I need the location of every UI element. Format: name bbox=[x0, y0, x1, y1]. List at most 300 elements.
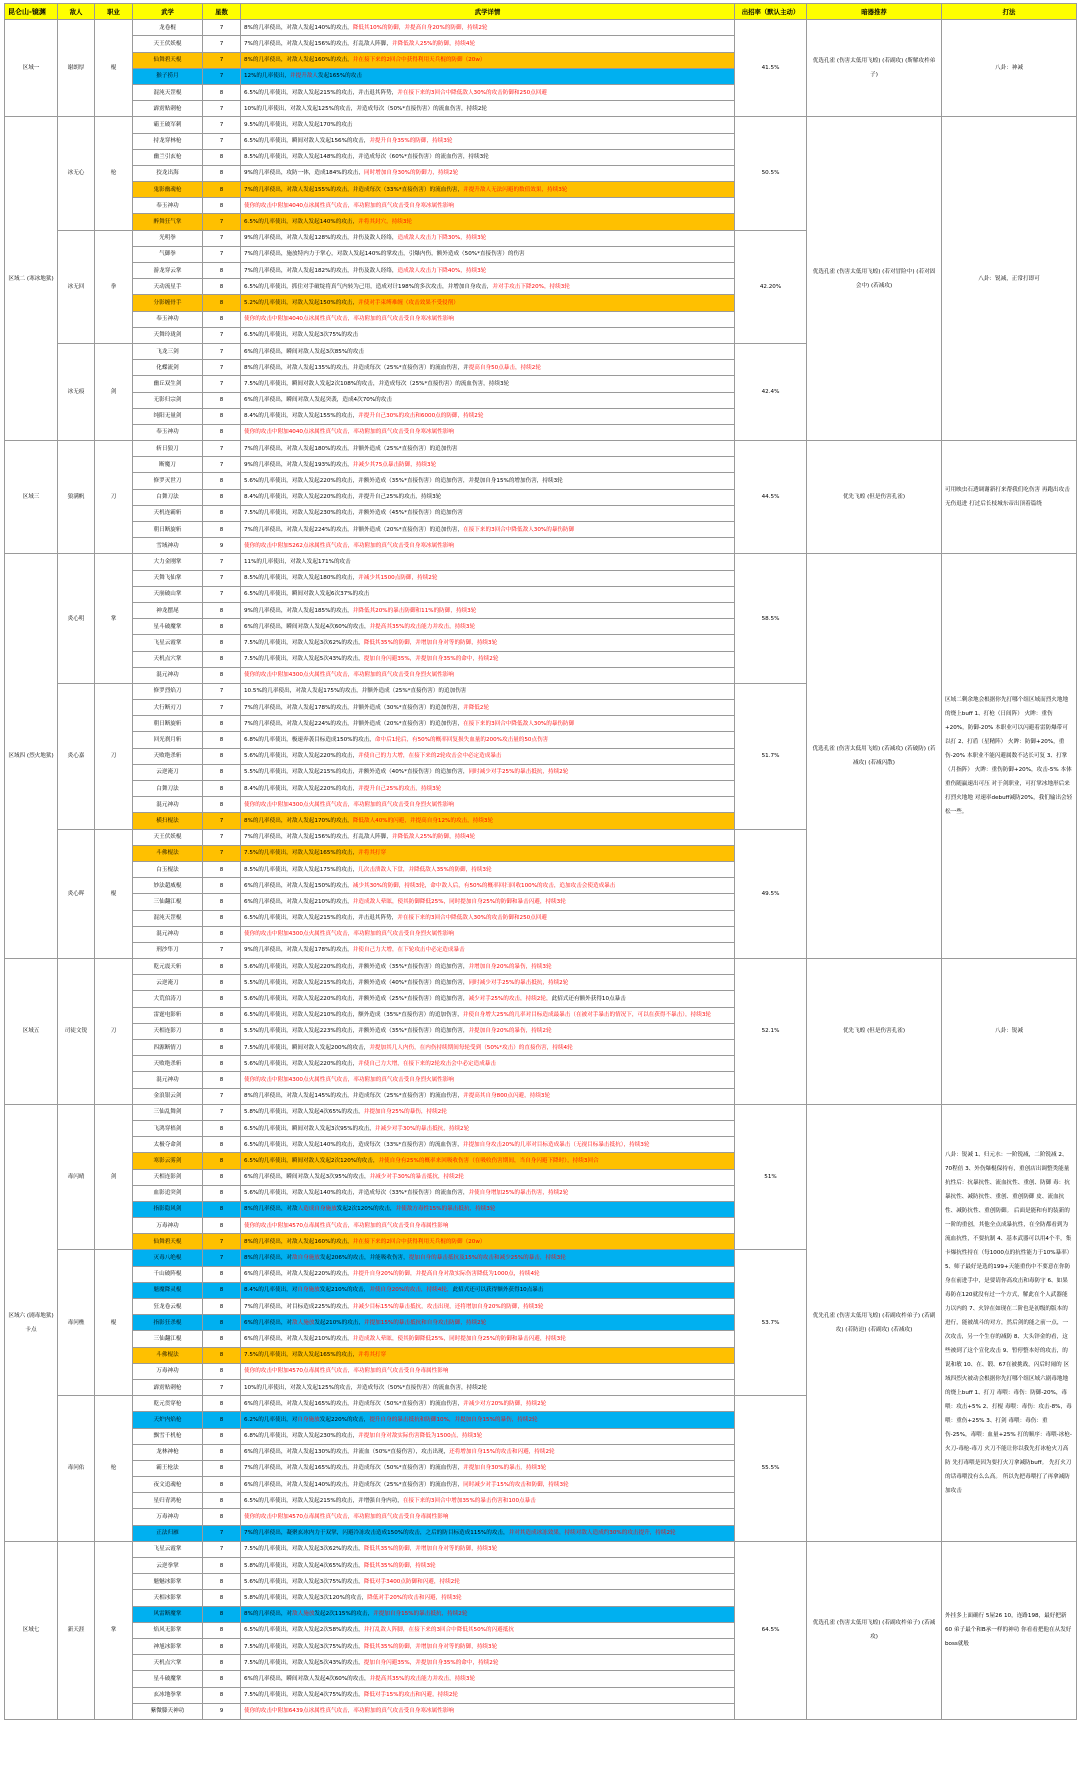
skill-detail bbox=[241, 311, 735, 327]
skill-detail bbox=[241, 1282, 735, 1298]
skill-detail bbox=[241, 781, 735, 797]
skill-detail bbox=[241, 1412, 735, 1428]
skill-name: 风雷断魔掌 bbox=[133, 1606, 203, 1622]
detail-text: 提加自身闪避35%，并提加自身35%的命中，持续2轮 bbox=[363, 656, 499, 663]
detail-text: 减少其30%的防御，持续3轮，命中敌人后，有50%的概率回扫回收100%的攻击，追加攻击会使造成暴击 bbox=[352, 882, 616, 889]
detail-text: 6%的几率使出，对 bbox=[244, 1319, 293, 1326]
enemy-cell: 炎心晖 bbox=[58, 829, 95, 959]
detail-text: 并降低2轮 bbox=[463, 704, 490, 711]
detail-text: 5.8%的几率使出，对敌人发起4次65%的攻击， bbox=[244, 1109, 364, 1116]
skill-detail bbox=[241, 68, 735, 84]
star-count: 8 bbox=[203, 732, 241, 748]
detail-text: 7%的几率使出，对敌人发起180%的攻击，并额外造成（25%*直接伤害）的追加伤害 bbox=[244, 445, 458, 452]
skill-detail bbox=[241, 716, 735, 732]
skill-name: 斗佛棍法 bbox=[133, 845, 203, 861]
star-count: 8 bbox=[203, 926, 241, 942]
skill-name: 三仙翻江棍 bbox=[133, 1331, 203, 1347]
skill-detail bbox=[241, 586, 735, 602]
detail-text: 12%的几率使出， bbox=[244, 73, 290, 80]
star-count: 7 bbox=[203, 68, 241, 84]
detail-text: 使你的攻击中附加4040点冰属性真气攻击，率功附加的真气攻击受自身寒冰属性影响 bbox=[244, 202, 455, 209]
skill-name: 天机点穴掌 bbox=[133, 651, 203, 667]
enemy-cell: 谢朗厚 bbox=[58, 20, 95, 117]
skill-detail bbox=[241, 942, 735, 958]
star-count: 7 bbox=[203, 327, 241, 343]
area-cell: 区域一 bbox=[5, 20, 58, 117]
job-cell: 枪 bbox=[95, 117, 133, 230]
skill-detail bbox=[241, 52, 735, 68]
skill-detail bbox=[241, 1120, 735, 1136]
skill-detail bbox=[241, 1622, 735, 1638]
star-count: 8 bbox=[203, 1072, 241, 1088]
skill-detail bbox=[241, 1218, 735, 1234]
detail-text: 8.4%的几率使出，对敌人发起220%的攻击， bbox=[244, 785, 359, 792]
star-count: 8 bbox=[203, 1363, 241, 1379]
star-count: 8 bbox=[203, 1590, 241, 1606]
detail-text: 8.5%的几率使出，对敌人发起148%的攻击，并造成每次（60%*直接伤害）的流血伤害，持续3轮 bbox=[244, 154, 489, 161]
star-count: 8 bbox=[203, 975, 241, 991]
skill-name: 星归青鸿枪 bbox=[133, 1493, 203, 1509]
table-row bbox=[5, 1104, 1077, 1120]
skill-detail bbox=[241, 327, 735, 343]
skill-detail bbox=[241, 473, 735, 489]
star-count: 8 bbox=[203, 1396, 241, 1412]
skill-detail bbox=[241, 1558, 735, 1574]
star-count: 8 bbox=[203, 764, 241, 780]
detail-text: 6.5%的几率使出，对敌人发起215%的攻击，并击退其阵势， bbox=[244, 89, 398, 96]
detail-text: 6.8%的几率使出，对敌人发起230%的攻击， bbox=[244, 1433, 359, 1440]
star-count: 8 bbox=[203, 1040, 241, 1056]
rate-cell: 53.7% bbox=[735, 1250, 807, 1396]
skill-detail bbox=[241, 1299, 735, 1315]
skill-name: 醉舞狂气掌 bbox=[133, 214, 203, 230]
star-count: 8 bbox=[203, 1299, 241, 1315]
skill-name: 天败绝杀斩 bbox=[133, 1056, 203, 1072]
star-count: 8 bbox=[203, 748, 241, 764]
detail-text: 降低对手15%的攻击和闪避，持续2轮 bbox=[363, 1692, 459, 1699]
skill-name: 持龙穿林枪 bbox=[133, 133, 203, 149]
star-count: 7 bbox=[203, 343, 241, 359]
skill-detail bbox=[241, 1234, 735, 1250]
detail-text: 并在接下来的2回合中获得利用天兵棍的防御（20w） bbox=[352, 1238, 486, 1245]
detail-text: 使你的攻击中附加4570点毒属性真气攻击，率功附加的真气攻击受自身毒属性影响 bbox=[244, 1368, 449, 1375]
skill-name: 指影隐风剑 bbox=[133, 1201, 203, 1217]
skill-detail bbox=[241, 797, 735, 813]
table-row bbox=[5, 117, 1077, 133]
skill-detail bbox=[241, 1056, 735, 1072]
skill-detail bbox=[241, 667, 735, 683]
skill-name: 太极夺命剑 bbox=[133, 1137, 203, 1153]
detail-text: 并将其打穿 bbox=[358, 1352, 387, 1359]
detail-text: 6%的几率使出，对敌人发起210%的攻击， bbox=[244, 1335, 353, 1342]
skill-name: 奉玉神功 bbox=[133, 311, 203, 327]
detail-text: 并减少对方20%的防御，持续2轮 bbox=[463, 1400, 547, 1407]
skill-name: 霹雳贴刺枪 bbox=[133, 101, 203, 117]
detail-text: 并提升敌人 bbox=[290, 73, 318, 80]
star-count: 8 bbox=[203, 1282, 241, 1298]
skill-name: 游龙穿云掌 bbox=[133, 263, 203, 279]
skill-name: 天机连霸斩 bbox=[133, 505, 203, 521]
skill-detail bbox=[241, 133, 735, 149]
star-count: 8 bbox=[203, 1331, 241, 1347]
skill-detail bbox=[241, 36, 735, 52]
skill-name: 刑沙隼刀 bbox=[133, 942, 203, 958]
detail-text: 并提加自身15%的暴击抵抗，持续2轮 bbox=[373, 1611, 468, 1618]
skill-detail bbox=[241, 441, 735, 457]
skill-name: 白舞刀法 bbox=[133, 489, 203, 505]
skill-name: 云逆拳掌 bbox=[133, 1558, 203, 1574]
detail-text: 并提高其自身800点闪避，持续3轮 bbox=[463, 1093, 551, 1100]
skill-name: 星斗破魔掌 bbox=[133, 619, 203, 635]
star-count: 8 bbox=[203, 1460, 241, 1476]
skill-name: 混沌天罡棍 bbox=[133, 910, 203, 926]
skill-detail bbox=[241, 1315, 735, 1331]
rate-cell: 44.5% bbox=[735, 441, 807, 554]
star-count: 8 bbox=[203, 1056, 241, 1072]
detail-text: 7.5%的几率使出，对敌人发起3次62%的攻击， bbox=[244, 639, 364, 646]
skill-detail bbox=[241, 570, 735, 586]
detail-text: 降低敌人40%的闪避，并提高自身12%的攻击，持续3轮 bbox=[352, 817, 494, 824]
detail-text: 并提升自身35%的防御，持续3轮 bbox=[369, 138, 453, 145]
col-skill: 武学 bbox=[133, 4, 203, 20]
skill-name: 朝日断旋斩 bbox=[133, 522, 203, 538]
detail-text: 7.5%的几率使出，对敌人发起4次75%的攻击， bbox=[244, 1692, 364, 1699]
skill-name: 大力金刚掌 bbox=[133, 554, 203, 570]
skill-name: 指影狂杀棍 bbox=[133, 1315, 203, 1331]
star-count: 7 bbox=[203, 1250, 241, 1266]
job-cell: 刀 bbox=[95, 441, 133, 554]
job-cell: 掌 bbox=[95, 554, 133, 684]
table-row bbox=[5, 441, 1077, 457]
detail-text: 使你的攻击中附加4040点冰属性真气攻击，率功附加的真气攻击受自身寒冰属性影响 bbox=[244, 429, 455, 436]
star-count: 8 bbox=[203, 1493, 241, 1509]
skill-detail bbox=[241, 1444, 735, 1460]
skill-detail bbox=[241, 522, 735, 538]
skill-name: 天相冰影掌 bbox=[133, 1590, 203, 1606]
rate-cell: 42.20% bbox=[735, 230, 807, 343]
skill-detail bbox=[241, 117, 735, 133]
skill-detail bbox=[241, 295, 735, 311]
detail-text: 使你的攻击中附加6439点冰属性真气攻击，率功附加的真气攻击受自身寒冰属性影响 bbox=[244, 1708, 455, 1715]
skill-name: 狡龙出海 bbox=[133, 165, 203, 181]
detail-text: 6%的几率使出，对敌人发起165%的攻击，并造成每次（50%*直接伤害）的流血伤害， bbox=[244, 1400, 464, 1407]
detail-text: 8%的几率使出，对敌人发起170%的攻击， bbox=[244, 817, 353, 824]
skill-detail bbox=[241, 1201, 735, 1217]
star-count: 8 bbox=[203, 1558, 241, 1574]
rate-cell: 58.5% bbox=[735, 554, 807, 684]
detail-text: 并在接下来的2回合中获得利用天兵棍的防御（20w） bbox=[352, 57, 486, 64]
skill-detail bbox=[241, 926, 735, 942]
detail-text: 6%的几率使出，瞬间对敌人发起4次60%的攻击， bbox=[244, 623, 370, 630]
detail-text: 提高自身50点暴击，持续2轮 bbox=[468, 364, 541, 371]
detail-text: 自身施放 bbox=[297, 1287, 320, 1294]
skill-name: 狂龙卷云棍 bbox=[133, 1299, 203, 1315]
job-cell: 棍 bbox=[95, 829, 133, 959]
skill-name: 朝日断旋斩 bbox=[133, 716, 203, 732]
star-count: 8 bbox=[203, 1023, 241, 1039]
skill-name: 白玉棍法 bbox=[133, 861, 203, 877]
skill-detail bbox=[241, 651, 735, 667]
skill-name: 纯阳无量剑 bbox=[133, 408, 203, 424]
skill-detail bbox=[241, 1153, 735, 1169]
skill-detail bbox=[241, 20, 735, 36]
detail-text: 并提升自己30%的攻击和6000点的防御，持续2轮 bbox=[358, 413, 484, 420]
rate-cell: 42.4% bbox=[735, 343, 807, 440]
star-count: 8 bbox=[203, 1428, 241, 1444]
detail-text: 降低其35%的防御，持续3轮 bbox=[363, 1562, 436, 1569]
star-count: 8 bbox=[203, 1007, 241, 1023]
star-count: 8 bbox=[203, 1218, 241, 1234]
detail-text: 6.5%的几率使出，瞬间对敌人发起156%的攻击， bbox=[244, 138, 370, 145]
detail-text: 使你的攻击中附加4040点冰属性真气攻击，率功附加的真气攻击受自身寒冰属性影响 bbox=[244, 316, 455, 323]
detail-text: 并提加自身30%的暴击，持续3轮 bbox=[463, 1465, 547, 1472]
detail-text: 7.5%的几率使出，对敌人发起5次43%的攻击， bbox=[244, 1659, 364, 1666]
star-count: 7 bbox=[203, 1541, 241, 1557]
skill-detail bbox=[241, 538, 735, 554]
skill-name: 仙舞碧天棍 bbox=[133, 52, 203, 68]
detail-text: 7.5%的几率使出，瞬间对敌人发起200%的攻击， bbox=[244, 1044, 370, 1051]
weapon-cell: 优选孔雀 (伤害太低用飞蝗) (若减攻) (若破防) (若减攻) (若减闪散) bbox=[807, 554, 942, 959]
detail-text: 7.5%的几率使出，对敌人发起5次43%的攻击， bbox=[244, 656, 364, 663]
skill-name: 气御拳 bbox=[133, 246, 203, 262]
detail-text: 5.6%的几率使出，对敌人发起220%的攻击，并额外造成（35%*直接伤害）的追加伤害，并提加自身15%的增加伤害，持续3轮 bbox=[244, 478, 563, 485]
detail-text: 并提高其35%的攻击能力并攻击，持续3轮 bbox=[369, 623, 476, 630]
detail-text: 9%的几率使出，对敌人发起193%的攻击， bbox=[244, 461, 353, 468]
skill-detail bbox=[241, 1250, 735, 1266]
skill-detail bbox=[241, 165, 735, 181]
detail-text: 并提加其几人内伤，在内伤持续期间每轮受到（50%*攻击）的直接伤害，持续4轮 bbox=[369, 1044, 573, 1051]
detail-text: 并提加自身对敌实际伤害降低为1500点，持续3轮 bbox=[358, 1433, 483, 1440]
skill-name: 白舞刀法 bbox=[133, 781, 203, 797]
skill-detail bbox=[241, 149, 735, 165]
detail-text: 6.5%的几率使出，瞬间对敌人发起6次37%的攻击 bbox=[244, 591, 370, 598]
col-job: 职业 bbox=[95, 4, 133, 20]
rate-cell: 64.5% bbox=[735, 1541, 807, 1719]
skill-detail bbox=[241, 732, 735, 748]
star-count: 8 bbox=[203, 295, 241, 311]
rate-cell: 41.5% bbox=[735, 20, 807, 117]
skill-detail bbox=[241, 1687, 735, 1703]
skill-detail bbox=[241, 1007, 735, 1023]
skill-detail bbox=[241, 1363, 735, 1379]
detail-text: 并提高其35%的攻击能力并攻击，持续3轮 bbox=[369, 1675, 476, 1682]
skill-name: 天相连影刀 bbox=[133, 1023, 203, 1039]
detail-text: 8.5%的几率使出，对敌人发起175%的攻击， bbox=[244, 866, 359, 873]
tips-cell: 外挂多上面确行 5屋26 10，连路198，最好把新60 弟子最个和B承一样的神功 你看看把他在从发好boss就般 bbox=[942, 1541, 1077, 1719]
skill-detail bbox=[241, 1072, 735, 1088]
star-count: 8 bbox=[203, 894, 241, 910]
detail-text: 降低对手3400点防御和闪避，持续2轮 bbox=[363, 1578, 460, 1585]
skill-name: 四源断情刀 bbox=[133, 1040, 203, 1056]
area-cell: 区域五 bbox=[5, 959, 58, 1105]
detail-text: 5.2%的几率使出，对敌人发起150%的攻击， bbox=[244, 299, 359, 306]
star-count: 7 bbox=[203, 133, 241, 149]
star-count: 8 bbox=[203, 198, 241, 214]
detail-text: 造成敌人攻击力下降40%，持续3轮 bbox=[397, 267, 487, 274]
detail-text: 敌人施放 bbox=[292, 1611, 315, 1618]
detail-text: 并减少其1500点防御，持续2轮 bbox=[358, 575, 438, 582]
skill-detail bbox=[241, 489, 735, 505]
skill-detail bbox=[241, 1477, 735, 1493]
skill-detail bbox=[241, 263, 735, 279]
skill-detail bbox=[241, 1655, 735, 1671]
enemy-cell: 冰无心 bbox=[58, 117, 95, 230]
skill-name: 雷霆电影斩 bbox=[133, 1007, 203, 1023]
skill-name: 天动流星手 bbox=[133, 279, 203, 295]
skill-name: 云逆淹刀 bbox=[133, 975, 203, 991]
skill-detail bbox=[241, 878, 735, 894]
skill-name: 混元神功 bbox=[133, 797, 203, 813]
skill-detail bbox=[241, 1574, 735, 1590]
detail-text: 7%的几率使出，对敌人发起155%的攻击，并造成每次（33%*直接伤害）的流血伤害， bbox=[244, 186, 464, 193]
detail-text: 同时增加自身30%的防御力，持续2轮 bbox=[363, 170, 459, 177]
col-rate: 出招率（默认主动） bbox=[735, 4, 807, 20]
star-count: 7 bbox=[203, 52, 241, 68]
skill-name: 万毒神功 bbox=[133, 1363, 203, 1379]
detail-text: 5.8%的几率使出，对敌人发起3次120%的攻击， bbox=[244, 1594, 368, 1601]
skill-name: 天王伏妖棍 bbox=[133, 829, 203, 845]
skill-detail bbox=[241, 845, 735, 861]
skill-name: 仙舞碧天棍 bbox=[133, 1234, 203, 1250]
star-count: 7 bbox=[203, 554, 241, 570]
col-tips: 打法 bbox=[942, 4, 1077, 20]
col-detail: 武学详情 bbox=[241, 4, 735, 20]
detail-text: 命中后1轮后，有50%的概率回复损失血量的200%攻击量的50点伤害 bbox=[374, 737, 549, 744]
star-count: 8 bbox=[203, 1574, 241, 1590]
detail-text: 使你的攻击中附加4570点毒属性真气攻击，率功附加的真气攻击受自身毒属性影响 bbox=[244, 1514, 449, 1521]
detail-text: 7%的几率使出，对敌人发起156%的攻击，打乱敌人阵脚， bbox=[244, 40, 392, 47]
col-enemy: 敌人 bbox=[58, 4, 95, 20]
star-count: 8 bbox=[203, 781, 241, 797]
skill-detail bbox=[241, 602, 735, 618]
skill-name: 幽丘双生剑 bbox=[133, 376, 203, 392]
header-row bbox=[5, 4, 1077, 20]
detail-text: 并增加自身20%的暴伤，持续3轮 bbox=[468, 963, 552, 970]
detail-text: 7%的几率使出，凝聚玄冰内力于双掌，闪避冷冻攻击造成150%的攻击，之后的防目标造成115%的攻击， bbox=[244, 1530, 509, 1537]
star-count: 8 bbox=[203, 165, 241, 181]
detail-text: 在接下来的3回合中降低敌人30%的暴伤防御 bbox=[463, 526, 575, 533]
skill-detail bbox=[241, 959, 735, 975]
detail-text: 并提加自身攻击20%的几率对目标造成暴击（无视目标暴击抵抗），持续3轮 bbox=[462, 1141, 650, 1148]
sheet-title: 昆仑山-镜渊 bbox=[5, 4, 58, 20]
skill-name: 混沌天罡棍 bbox=[133, 84, 203, 100]
detail-text: 并提升敌人无法闪避的数值效果，持续3轮 bbox=[463, 186, 568, 193]
detail-text: 并造成敌人晕眩，使其防御降低25%，同时提加自身25%的防御和暴击闪避，持续3轮 bbox=[352, 1335, 566, 1342]
star-count: 8 bbox=[203, 635, 241, 651]
detail-text: 9%的几率使出，攻防一体，造成184%的攻击， bbox=[244, 170, 364, 177]
detail-text: 敌自身施放 bbox=[292, 1255, 321, 1262]
skill-detail bbox=[241, 829, 735, 845]
job-cell: 枪 bbox=[95, 1396, 133, 1542]
star-count: 8 bbox=[203, 279, 241, 295]
skill-name: 化蝶流剑 bbox=[133, 360, 203, 376]
skill-detail bbox=[241, 1638, 735, 1654]
skill-name: 天相连影剑 bbox=[133, 1169, 203, 1185]
skill-name: 云逆淹刀 bbox=[133, 764, 203, 780]
skill-detail bbox=[241, 1460, 735, 1476]
detail-text: 并提加自身25%的暴伤，持续2轮 bbox=[363, 1109, 447, 1116]
star-count: 8 bbox=[203, 1638, 241, 1654]
detail-text: 并减少目标15%的暴击抵抗，攻击出现，还将增加自身20%的防御，持续3轮 bbox=[352, 1303, 544, 1310]
skill-name: 断魔刀 bbox=[133, 457, 203, 473]
detail-text: 并使自身增加25%的暴击伤害，持续2轮 bbox=[468, 1190, 569, 1197]
detail-text: 几次击溃敌人下盘，并降低敌人35%的防御，持续3轮 bbox=[358, 866, 492, 873]
star-count: 8 bbox=[203, 959, 241, 975]
skill-detail bbox=[241, 861, 735, 877]
weapon-cell: 优选孔雀 (伤害太低用飞蝗) (若副攻杵弟子) (若减攻) bbox=[807, 1541, 942, 1719]
star-count: 7 bbox=[203, 20, 241, 36]
detail-text: 6.5%的几率使出，对敌人发起210%的攻击，额外造成（35%*直接伤害）的追加伤害， bbox=[244, 1012, 463, 1019]
area-cell: 区域七 bbox=[5, 1541, 58, 1719]
detail-text: 发起210%的攻击， bbox=[319, 1287, 370, 1294]
star-count: 7 bbox=[203, 570, 241, 586]
skill-name: 天舞飞仙掌 bbox=[133, 570, 203, 586]
star-count: 7 bbox=[203, 1088, 241, 1104]
area-cell: 区域二 (寒冰地狱) bbox=[5, 117, 58, 441]
detail-text: 提加自身的暴击抵抗及15%的攻击和减少25%的暴击，持续3轮 bbox=[408, 1255, 566, 1262]
skill-name: 鬼影幽魂枪 bbox=[133, 182, 203, 198]
star-count: 8 bbox=[203, 716, 241, 732]
detail-text: 在接下来的3回合中降低敌人30%的暴伤防御 bbox=[463, 720, 575, 727]
skill-name: 猴子捞月 bbox=[133, 68, 203, 84]
detail-text: 9%的几率使出，对敌人发起178%的攻击， bbox=[244, 947, 353, 954]
detail-text: 并将其封穴，持续3轮 bbox=[358, 219, 413, 226]
skill-detail bbox=[241, 1493, 735, 1509]
skill-name: 天崩破山掌 bbox=[133, 586, 203, 602]
star-count: 7 bbox=[203, 1234, 241, 1250]
weapon-cell: 优先孔雀 (伤害太低用飞蝗) (若副攻杵弟子) (若副攻) (若防迫) (若副攻) (若减攻) bbox=[807, 1104, 942, 1541]
skill-name: 龙卷棍 bbox=[133, 20, 203, 36]
detail-text: 降低对手20%的攻击和闪避，持续3轮 bbox=[367, 1594, 462, 1601]
detail-text: 6%的几率使出，对敌人发起140%的攻击，并造成每次（25%*直接伤害）的流血伤害， bbox=[244, 1481, 464, 1488]
skill-name: 斗佛棍法 bbox=[133, 1347, 203, 1363]
skill-detail bbox=[241, 1185, 735, 1201]
star-count: 7 bbox=[203, 230, 241, 246]
skill-name: 血影追突剑 bbox=[133, 1185, 203, 1201]
detail-text: 5.6%的几率使出，对敌人发起220%的攻击，并额外造成（25%*直接伤害）的追加伤害， bbox=[244, 996, 469, 1003]
skill-name: 魁魔降灵棍 bbox=[133, 1282, 203, 1298]
area-cell: 区域四 (烈火地狱) bbox=[5, 554, 58, 959]
star-count: 8 bbox=[203, 473, 241, 489]
star-count: 8 bbox=[203, 1412, 241, 1428]
detail-text: 并使自己的力大增，在接下来的2轮攻击会中必定造成暴击 bbox=[358, 753, 502, 760]
strategy-sheet bbox=[4, 3, 1077, 1720]
star-count: 8 bbox=[203, 505, 241, 521]
skill-detail bbox=[241, 1266, 735, 1282]
skill-detail bbox=[241, 975, 735, 991]
skill-name: 焰风无影掌 bbox=[133, 1622, 203, 1638]
skill-name: 乾元贯穿枪 bbox=[133, 1396, 203, 1412]
star-count: 8 bbox=[203, 1606, 241, 1622]
detail-text: 减少对手25%的攻击，持续2轮， bbox=[468, 996, 552, 1003]
star-count: 7 bbox=[203, 214, 241, 230]
star-count: 8 bbox=[203, 619, 241, 635]
skill-name: 霸王枪法 bbox=[133, 1460, 203, 1476]
detail-text: 并使自己力大增，在下轮攻击中必定造成暴击 bbox=[352, 947, 465, 954]
skill-detail bbox=[241, 230, 735, 246]
skill-detail bbox=[241, 1169, 735, 1185]
rate-cell: 51.7% bbox=[735, 683, 807, 829]
star-count: 7 bbox=[203, 360, 241, 376]
skill-name: 天舞玲珑剑 bbox=[133, 327, 203, 343]
detail-text: 7%的几率使出，对目标造成225%的攻击， bbox=[244, 1303, 353, 1310]
enemy-cell: 毒问樵 bbox=[58, 1250, 95, 1396]
detail-text: 7.5%的几率使出，对敌人发起165%的攻击， bbox=[244, 850, 359, 857]
detail-text: 6%的几率使出，瞬间对敌人发起4次60%的攻击， bbox=[244, 1675, 370, 1682]
skill-name: 霸王破军刺 bbox=[133, 117, 203, 133]
star-count: 8 bbox=[203, 408, 241, 424]
skill-detail bbox=[241, 1104, 735, 1120]
